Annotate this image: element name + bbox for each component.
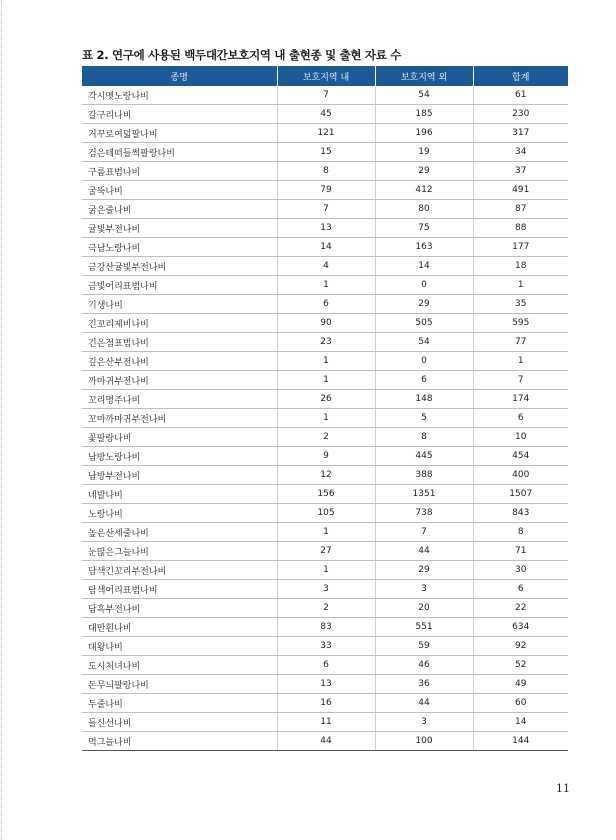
count-inside: 27	[277, 542, 375, 561]
species-name: 노랑나비	[82, 504, 277, 523]
count-outside: 148	[375, 390, 473, 409]
count-outside: 29	[375, 295, 473, 314]
page-number: 11	[556, 782, 570, 795]
table-row	[82, 504, 568, 523]
count-total: 35	[473, 295, 568, 314]
count-total: 37	[473, 162, 568, 181]
count-outside: 163	[375, 238, 473, 257]
species-name: 담흑부전나비	[82, 599, 277, 618]
table-row	[82, 257, 568, 276]
count-inside: 83	[277, 618, 375, 637]
count-inside: 13	[277, 675, 375, 694]
count-inside: 1	[277, 352, 375, 371]
count-total: 634	[473, 618, 568, 637]
species-name: 꼬리명주나비	[82, 390, 277, 409]
count-inside: 6	[277, 295, 375, 314]
count-total: 8	[473, 523, 568, 542]
count-inside: 1	[277, 561, 375, 580]
header-outside: 보호지역 외	[375, 66, 473, 86]
count-total: 317	[473, 124, 568, 143]
species-name: 두줄나비	[82, 694, 277, 713]
species-name: 구름표범나비	[82, 162, 277, 181]
species-name: 돈무늬팔랑나비	[82, 675, 277, 694]
species-name: 기생나비	[82, 295, 277, 314]
species-name: 긴꼬리제비나비	[82, 314, 277, 333]
species-name: 도시처녀나비	[82, 656, 277, 675]
count-outside: 6	[375, 371, 473, 390]
count-inside: 1	[277, 276, 375, 295]
count-outside: 46	[375, 656, 473, 675]
count-total: 92	[473, 637, 568, 656]
species-name: 까마귀부전나비	[82, 371, 277, 390]
species-name: 굵은줄나비	[82, 200, 277, 219]
count-outside: 44	[375, 542, 473, 561]
count-total: 49	[473, 675, 568, 694]
table-row	[82, 124, 568, 143]
table-row	[82, 390, 568, 409]
species-name: 금빛어리표범나비	[82, 276, 277, 295]
count-total: 60	[473, 694, 568, 713]
count-outside: 80	[375, 200, 473, 219]
count-inside: 8	[277, 162, 375, 181]
count-outside: 8	[375, 428, 473, 447]
count-outside: 1351	[375, 485, 473, 504]
count-inside: 156	[277, 485, 375, 504]
count-inside: 2	[277, 428, 375, 447]
count-inside: 44	[277, 732, 375, 751]
table-row	[82, 599, 568, 618]
table-row	[82, 409, 568, 428]
species-name: 눈많은그늘나비	[82, 542, 277, 561]
header-total: 합계	[473, 66, 568, 86]
table-row	[82, 200, 568, 219]
count-outside: 388	[375, 466, 473, 485]
species-name: 먹그늘나비	[82, 732, 277, 751]
count-inside: 14	[277, 238, 375, 257]
count-outside: 75	[375, 219, 473, 238]
count-outside: 20	[375, 599, 473, 618]
table-row	[82, 656, 568, 675]
table-row	[82, 352, 568, 371]
table-row	[82, 238, 568, 257]
species-name: 검은테떠들썩팔랑나비	[82, 143, 277, 162]
count-inside: 3	[277, 580, 375, 599]
count-outside: 7	[375, 523, 473, 542]
species-name: 남방부전나비	[82, 466, 277, 485]
count-inside: 11	[277, 713, 375, 732]
count-inside: 12	[277, 466, 375, 485]
count-total: 7	[473, 371, 568, 390]
species-name: 담색어리표범나비	[82, 580, 277, 599]
table-row	[82, 542, 568, 561]
count-inside: 1	[277, 371, 375, 390]
count-inside: 6	[277, 656, 375, 675]
table-row	[82, 333, 568, 352]
count-total: 144	[473, 732, 568, 751]
table-row	[82, 618, 568, 637]
count-total: 71	[473, 542, 568, 561]
count-inside: 2	[277, 599, 375, 618]
count-outside: 3	[375, 713, 473, 732]
count-outside: 0	[375, 352, 473, 371]
count-inside: 1	[277, 523, 375, 542]
count-total: 77	[473, 333, 568, 352]
table-row	[82, 314, 568, 333]
count-total: 1	[473, 352, 568, 371]
species-name: 굴뚝나비	[82, 181, 277, 200]
count-total: 6	[473, 409, 568, 428]
header-inside: 보호지역 내	[277, 66, 375, 86]
table-row	[82, 466, 568, 485]
count-total: 843	[473, 504, 568, 523]
table-caption: 표 2. 연구에 사용된 백두대간보호지역 내 출현종 및 출현 자료 수	[82, 48, 402, 62]
count-total: 177	[473, 238, 568, 257]
table-row	[82, 523, 568, 542]
table-row	[82, 675, 568, 694]
count-total: 18	[473, 257, 568, 276]
count-outside: 185	[375, 105, 473, 124]
count-total: 30	[473, 561, 568, 580]
table-row	[82, 105, 568, 124]
count-inside: 13	[277, 219, 375, 238]
count-total: 230	[473, 105, 568, 124]
table-header-row	[82, 66, 568, 86]
page-edge-line	[1, 0, 2, 840]
table-row	[82, 694, 568, 713]
species-name: 높은산세줄나비	[82, 523, 277, 542]
species-name: 들신선나비	[82, 713, 277, 732]
count-total: 400	[473, 466, 568, 485]
count-outside: 738	[375, 504, 473, 523]
species-name: 각시멧노랑나비	[82, 86, 277, 105]
count-inside: 26	[277, 390, 375, 409]
table-row	[82, 447, 568, 466]
count-inside: 7	[277, 86, 375, 105]
table-row	[82, 485, 568, 504]
count-inside: 4	[277, 257, 375, 276]
table-row	[82, 295, 568, 314]
count-total: 174	[473, 390, 568, 409]
table-row	[82, 561, 568, 580]
count-inside: 9	[277, 447, 375, 466]
count-total: 491	[473, 181, 568, 200]
count-outside: 505	[375, 314, 473, 333]
count-inside: 33	[277, 637, 375, 656]
species-name: 긴은점표범나비	[82, 333, 277, 352]
count-inside: 45	[277, 105, 375, 124]
count-total: 1	[473, 276, 568, 295]
count-inside: 15	[277, 143, 375, 162]
table-row	[82, 181, 568, 200]
count-outside: 29	[375, 561, 473, 580]
count-inside: 121	[277, 124, 375, 143]
count-outside: 412	[375, 181, 473, 200]
species-name: 꼬마까마귀부전나비	[82, 409, 277, 428]
species-name: 극남노랑나비	[82, 238, 277, 257]
table-row	[82, 637, 568, 656]
species-name: 대왕나비	[82, 637, 277, 656]
count-inside: 16	[277, 694, 375, 713]
count-outside: 14	[375, 257, 473, 276]
header-species: 종명	[82, 66, 277, 86]
table-row	[82, 143, 568, 162]
species-name: 갈구리나비	[82, 105, 277, 124]
table-row	[82, 580, 568, 599]
count-total: 22	[473, 599, 568, 618]
count-total: 6	[473, 580, 568, 599]
count-inside: 1	[277, 409, 375, 428]
count-outside: 3	[375, 580, 473, 599]
species-name: 깊은산부전나비	[82, 352, 277, 371]
count-total: 34	[473, 143, 568, 162]
count-outside: 54	[375, 333, 473, 352]
count-inside: 105	[277, 504, 375, 523]
count-total: 88	[473, 219, 568, 238]
count-inside: 79	[277, 181, 375, 200]
species-name: 귤빛부전나비	[82, 219, 277, 238]
count-outside: 59	[375, 637, 473, 656]
count-outside: 36	[375, 675, 473, 694]
species-name: 담색긴꼬리부전나비	[82, 561, 277, 580]
count-outside: 445	[375, 447, 473, 466]
count-total: 595	[473, 314, 568, 333]
table-row	[82, 86, 568, 105]
count-outside: 19	[375, 143, 473, 162]
count-total: 454	[473, 447, 568, 466]
count-outside: 0	[375, 276, 473, 295]
count-outside: 54	[375, 86, 473, 105]
count-outside: 100	[375, 732, 473, 751]
count-outside: 551	[375, 618, 473, 637]
count-inside: 90	[277, 314, 375, 333]
count-outside: 196	[375, 124, 473, 143]
count-outside: 29	[375, 162, 473, 181]
count-total: 87	[473, 200, 568, 219]
count-total: 1507	[473, 485, 568, 504]
species-name: 대만흰나비	[82, 618, 277, 637]
count-outside: 44	[375, 694, 473, 713]
species-name: 네발나비	[82, 485, 277, 504]
table-row	[82, 162, 568, 181]
species-name: 금강산귤빛부전나비	[82, 257, 277, 276]
table-row	[82, 371, 568, 390]
table-row	[82, 276, 568, 295]
species-name: 꽃팔랑나비	[82, 428, 277, 447]
species-name: 남방노랑나비	[82, 447, 277, 466]
count-inside: 23	[277, 333, 375, 352]
count-total: 10	[473, 428, 568, 447]
table-row	[82, 713, 568, 732]
table-row	[82, 219, 568, 238]
table-body	[82, 86, 568, 751]
species-table	[82, 66, 568, 751]
count-total: 61	[473, 86, 568, 105]
species-name: 거꾸로여덟팔나비	[82, 124, 277, 143]
table-row	[82, 428, 568, 447]
count-total: 14	[473, 713, 568, 732]
count-outside: 5	[375, 409, 473, 428]
count-inside: 7	[277, 200, 375, 219]
count-total: 52	[473, 656, 568, 675]
table-row	[82, 732, 568, 751]
